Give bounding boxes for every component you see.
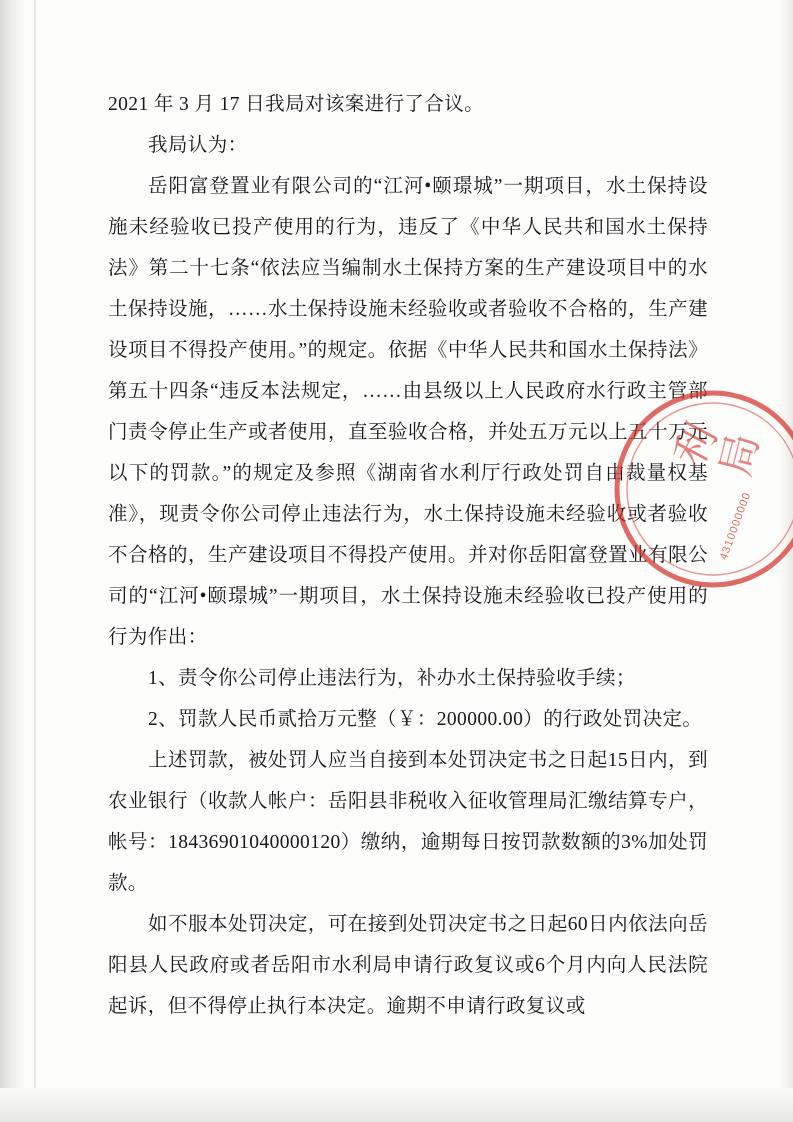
page-fold-line <box>34 0 36 1122</box>
paragraph-appeal-rights: 如不服本处罚决定，可在接到处罚决定书之日起60日内依法向岳阳县人民政府或者岳阳市水利局申请行政复议或6个月内向人民法院起诉，但不得停止执行本决定。逾期不申请行政复议或 <box>108 914 708 1017</box>
page-left-shadow <box>0 0 26 1122</box>
paragraph-opinion-lead: 我局认为： <box>148 135 248 156</box>
paragraph-decision-item-1: 1、责令你公司停止违法行为，补办水土保持验收手续； <box>148 668 636 689</box>
paragraph-meeting-date: 2021 年 3 月 17 日我局对该案进行了合议。 <box>108 94 485 115</box>
paragraph-decision-item-2: 2、罚款人民币贰拾万元整（￥：200000.00）的行政处罚决定。 <box>148 709 703 730</box>
paragraph-payment-instructions: 上述罚款，被处罚人应当自接到本处罚决定书之日起15日内，到农业银行（收款人帐户：岳阳县非税收入征收管理局汇缴结算专户，帐号：18436901040000120）缴纳，逾期每日按罚款数额的3%加处罚款。 <box>108 750 708 894</box>
page-right-shadow <box>779 0 793 1122</box>
seal-glyph-secondary: 局 <box>713 429 769 481</box>
seal-glyph-primary: 利 <box>666 416 727 476</box>
document-text-block <box>108 84 708 1027</box>
page-bottom-shadow <box>0 1088 793 1122</box>
paragraph-legal-findings: 岳阳富登置业有限公司的“江河•颐璟城”一期项目，水土保持设施未经验收已投产使用的行为，违反了《中华人民共和国水土保持法》第二十七条“依法应当编制水土保持方案的生产建设项目中的水土保持设施，……水土保持设施未经验收或者验收不合格的，生产建设项目不得投产使用。”的规定。依据《中华人民共和国水土保持法》第五十四条“违反本法规定，……由县级以上人民政府水行政主管部门责令停止生产或者使用，直至验收合格，并处五万元以上五十万元以下的罚款。”的规定及参照《湖南省水利厅行政处罚自由裁量权基准》，现责令你公司停止违法行为，水土保持设施未经验收或者验收不合格的，生产建设项目不得投产使用。并对你岳阳富登置业有限公司的“江河•颐璟城”一期项目，水土保持设施未经验收已投产使用的行为作出： <box>108 176 708 648</box>
seal-code: 4310000000 <box>717 490 754 562</box>
